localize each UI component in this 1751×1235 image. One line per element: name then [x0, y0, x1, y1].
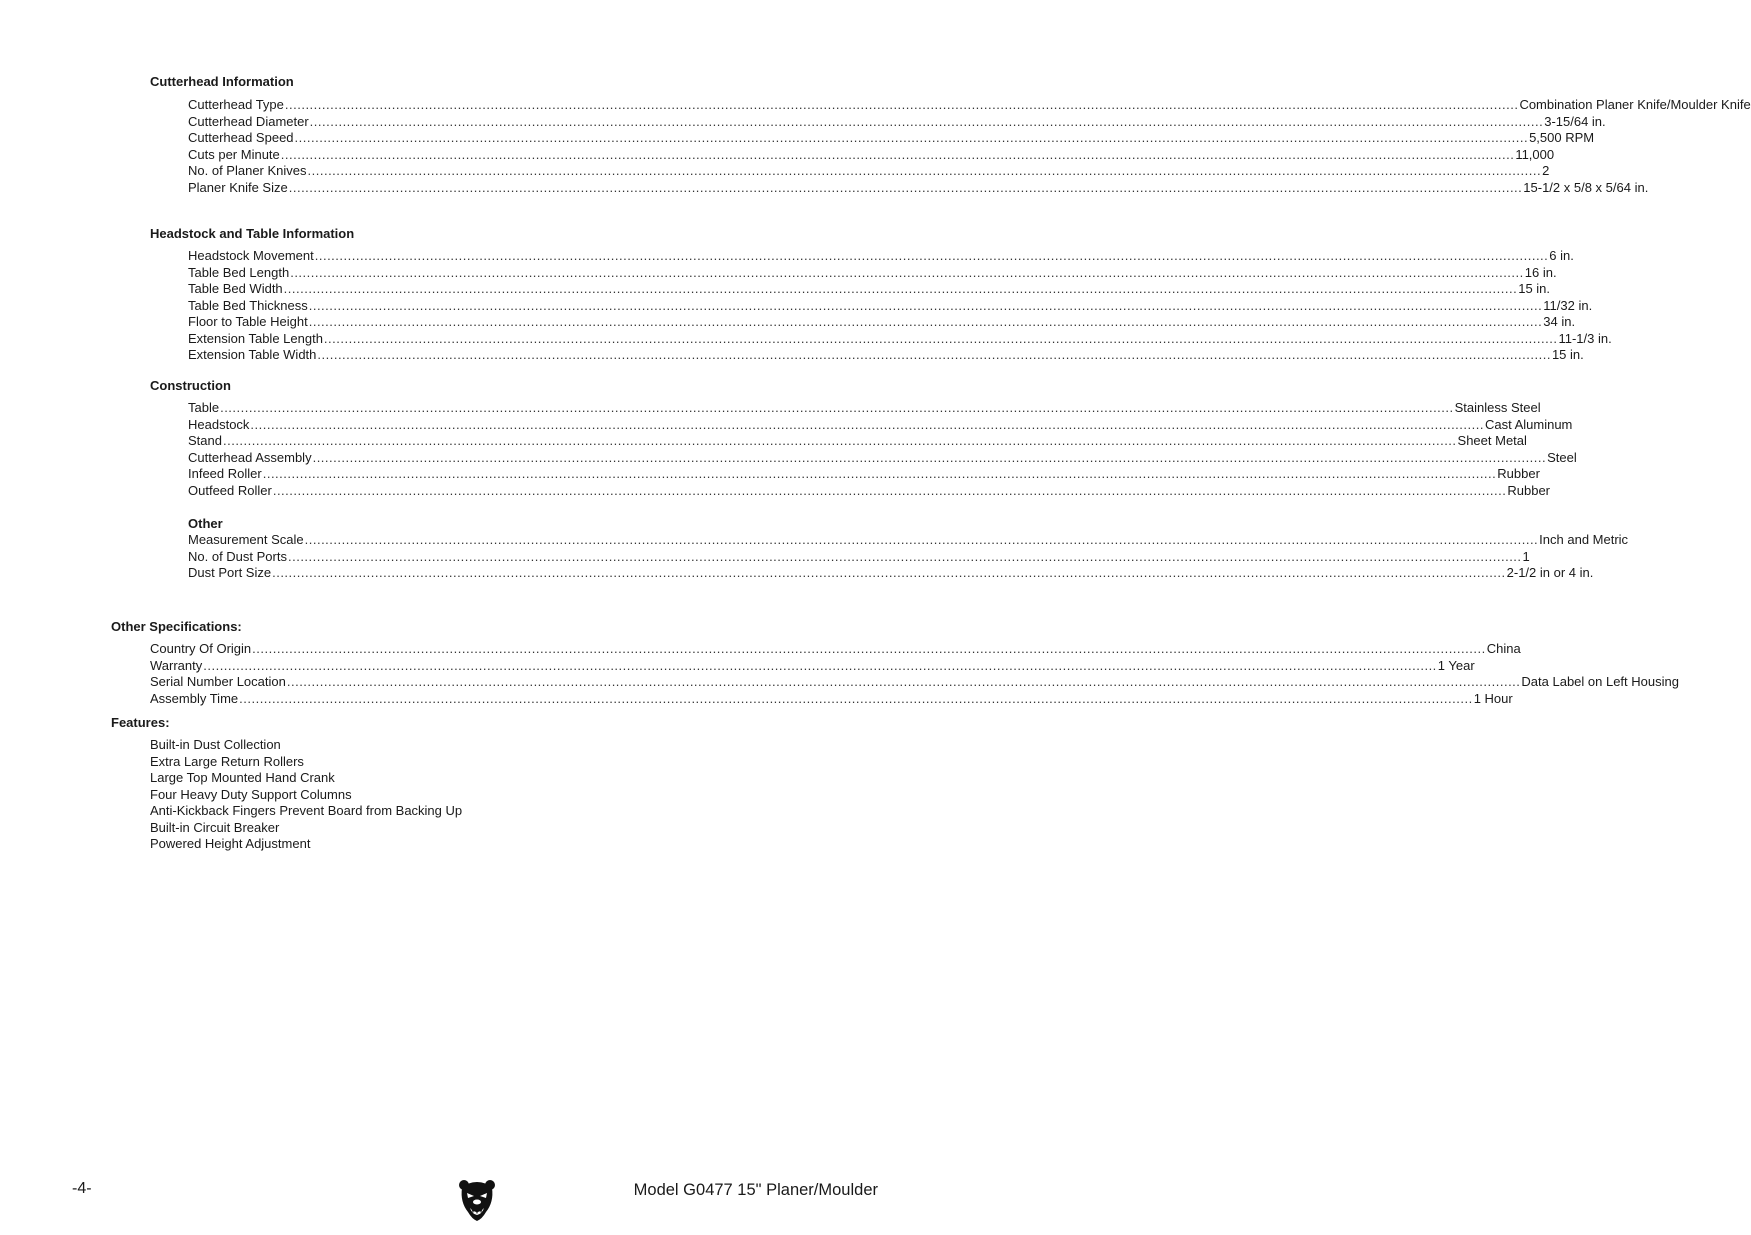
feature-item: Powered Height Adjustment	[150, 836, 311, 851]
dot-leader: ............................................................................................................................................................................................................................................................................................................	[272, 482, 1507, 498]
spec-row	[188, 532, 1629, 549]
spec-row	[150, 657, 1475, 675]
spec-value: Cast Aluminum	[1484, 416, 1573, 432]
spec-label: No. of Planer Knives	[188, 163, 307, 178]
spec-label: Floor to Table Height	[188, 314, 308, 329]
dot-leader: ............................................................................................................................................................................................................................................................................................................	[308, 297, 1543, 313]
spec-row	[188, 330, 1612, 348]
spec-label: No. of Dust Ports	[188, 548, 287, 564]
feature-item: Built-in Circuit Breaker	[150, 819, 280, 835]
dot-leader: ............................................................................................................................................................................................................................................................................................................	[290, 264, 1524, 280]
spec-row	[188, 297, 1593, 315]
section-heading-cutterhead: Cutterhead Information	[150, 74, 294, 89]
spec-value: 15 in.	[1518, 281, 1551, 296]
spec-row	[188, 146, 1555, 164]
spec-label: Table Bed Thickness	[188, 297, 308, 313]
spec-value: 1	[1522, 548, 1530, 564]
dot-leader: ............................................................................................................................................................................................................................................................................................................	[283, 281, 1518, 296]
spec-value: Data Label on Left Housing	[1521, 674, 1679, 689]
spec-value: 11-1/3 in.	[1558, 330, 1612, 346]
feature-item: Anti-Kickback Fingers Prevent Board from Backing Up	[150, 803, 463, 818]
spec-label: Headstock Movement	[188, 248, 314, 263]
dot-leader: ............................................................................................................................................................................................................................................................................................................	[286, 674, 1521, 689]
spec-row	[150, 674, 1679, 691]
spec-row	[150, 690, 1513, 708]
spec-list-headstock	[188, 248, 1612, 364]
spec-label: Measurement Scale	[188, 532, 304, 547]
section-heading-headstock: Headstock and Table Information	[150, 226, 355, 241]
dot-leader: ............................................................................................................................................................................................................................................................................................................	[280, 146, 1515, 162]
dot-leader: ............................................................................................................................................................................................................................................................................................................	[317, 347, 1551, 362]
spec-value: Inch and Metric	[1539, 532, 1629, 547]
spec-row	[188, 281, 1551, 298]
spec-row	[188, 179, 1649, 197]
dot-leader: ............................................................................................................................................................................................................................................................................................................	[314, 248, 1549, 263]
features-list	[150, 737, 833, 853]
spec-label: Planer Knife Size	[188, 179, 288, 195]
spec-row	[188, 248, 1574, 265]
spec-row	[188, 264, 1557, 282]
spec-label: Infeed Roller	[188, 466, 262, 481]
spec-label: Country Of Origin	[150, 641, 252, 656]
dot-leader: ............................................................................................................................................................................................................................................................................................................	[220, 400, 1454, 415]
spec-list-construction	[188, 400, 1577, 499]
spec-label: Extension Table Length	[188, 330, 323, 346]
dot-leader: ............................................................................................................................................................................................................................................................................................................	[288, 179, 1523, 195]
spec-value: Rubber	[1507, 482, 1551, 498]
spec-label: Cuts per Minute	[188, 146, 280, 162]
section-heading-other: Other	[188, 516, 223, 531]
dot-leader: ............................................................................................................................................................................................................................................................................................................	[239, 690, 1473, 706]
spec-value: 15-1/2 x 5/8 x 5/64 in.	[1523, 179, 1649, 195]
spec-row	[188, 347, 1584, 364]
section-heading-construction: Construction	[150, 378, 231, 393]
model-title: Model G0477 15" Planer/Moulder	[633, 1181, 878, 1199]
spec-value: 16 in.	[1524, 264, 1557, 280]
dot-leader: ............................................................................................................................................................................................................................................................................................................	[307, 163, 1542, 178]
spec-label: Serial Number Location	[150, 674, 286, 689]
dot-leader: ............................................................................................................................................................................................................................................................................................................	[312, 449, 1547, 465]
spec-row	[188, 163, 1550, 180]
spec-row	[188, 113, 1606, 131]
dot-leader: ............................................................................................................................................................................................................................................................................................................	[294, 130, 1529, 145]
spec-list-other-specifications	[150, 641, 1679, 707]
spec-label: Table Bed Length	[188, 264, 290, 280]
spec-label: Extension Table Width	[188, 347, 317, 362]
dot-leader: ............................................................................................................................................................................................................................................................................................................	[284, 97, 1519, 112]
dot-leader: ............................................................................................................................................................................................................................................................................................................	[308, 314, 1543, 329]
spec-row	[188, 416, 1573, 434]
spec-label: Warranty	[150, 657, 203, 673]
spec-row	[188, 314, 1576, 331]
section-heading-features: Features:	[111, 715, 170, 730]
spec-value: 1 Hour	[1473, 690, 1513, 706]
bear-head-logo-icon	[458, 1178, 496, 1222]
spec-label: Cutterhead Diameter	[188, 113, 309, 129]
spec-row	[150, 641, 1521, 658]
dot-leader: ............................................................................................................................................................................................................................................................................................................	[272, 565, 1506, 580]
spec-label: Table Bed Width	[188, 281, 283, 296]
spec-value: Rubber	[1497, 466, 1540, 481]
spec-value: 2-1/2 in or 4 in.	[1506, 565, 1594, 580]
spec-value: Stainless Steel	[1454, 400, 1541, 415]
spec-value: 11,000	[1515, 146, 1555, 162]
spec-label: Assembly Time	[150, 690, 239, 706]
spec-value: 3-15/64 in.	[1544, 113, 1606, 129]
spec-list-cutterhead	[188, 97, 1751, 196]
spec-row	[188, 97, 1751, 114]
dot-leader: ............................................................................................................................................................................................................................................................................................................	[250, 416, 1484, 432]
spec-value: China	[1486, 641, 1521, 656]
spec-row	[188, 433, 1527, 450]
spec-label: Headstock	[188, 416, 250, 432]
spec-label: Table	[188, 400, 220, 415]
feature-item: Built-in Dust Collection	[150, 737, 281, 752]
spec-value: 6 in.	[1549, 248, 1574, 263]
spec-value: 5,500 RPM	[1529, 130, 1595, 145]
spec-label: Cutterhead Assembly	[188, 449, 312, 465]
section-heading-other-specifications: Other Specifications:	[111, 619, 242, 634]
spec-row	[188, 548, 1530, 566]
dot-leader: ............................................................................................................................................................................................................................................................................................................	[287, 548, 1522, 564]
spec-value: 15 in.	[1551, 347, 1584, 362]
dot-leader: ............................................................................................................................................................................................................................................................................................................	[222, 433, 1457, 448]
dot-leader: ............................................................................................................................................................................................................................................................................................................	[262, 466, 1497, 481]
spec-row	[188, 449, 1577, 467]
spec-value: Combination Planer Knife/Moulder Knife	[1519, 97, 1751, 112]
spec-value: 34 in.	[1543, 314, 1576, 329]
feature-item: Large Top Mounted Hand Crank	[150, 770, 335, 785]
dot-leader: ............................................................................................................................................................................................................................................................................................................	[309, 113, 1544, 129]
spec-label: Cutterhead Type	[188, 97, 284, 112]
spec-value: 11/32 in.	[1543, 297, 1593, 313]
spec-row	[188, 466, 1540, 483]
spec-row	[188, 482, 1551, 500]
page-number: -4-	[72, 1180, 92, 1197]
spec-label: Stand	[188, 433, 222, 448]
spec-row	[188, 130, 1595, 147]
spec-row	[188, 565, 1594, 582]
spec-row	[188, 400, 1541, 417]
dot-leader: ............................................................................................................................................................................................................................................................................................................	[203, 657, 1437, 673]
feature-item: Extra Large Return Rollers	[150, 753, 304, 769]
feature-item: Four Heavy Duty Support Columns	[150, 786, 352, 802]
spec-value: 1 Year	[1437, 657, 1475, 673]
spec-label: Outfeed Roller	[188, 482, 272, 498]
spec-value: Sheet Metal	[1457, 433, 1527, 448]
spec-label: Dust Port Size	[188, 565, 272, 580]
spec-value: 2	[1542, 163, 1550, 178]
spec-list-other	[188, 532, 1629, 582]
spec-label: Cutterhead Speed	[188, 130, 294, 145]
dot-leader: ............................................................................................................................................................................................................................................................................................................	[252, 641, 1486, 656]
dot-leader: ............................................................................................................................................................................................................................................................................................................	[304, 532, 1539, 547]
spec-value: Steel	[1547, 449, 1577, 465]
dot-leader: ............................................................................................................................................................................................................................................................................................................	[323, 330, 1558, 346]
